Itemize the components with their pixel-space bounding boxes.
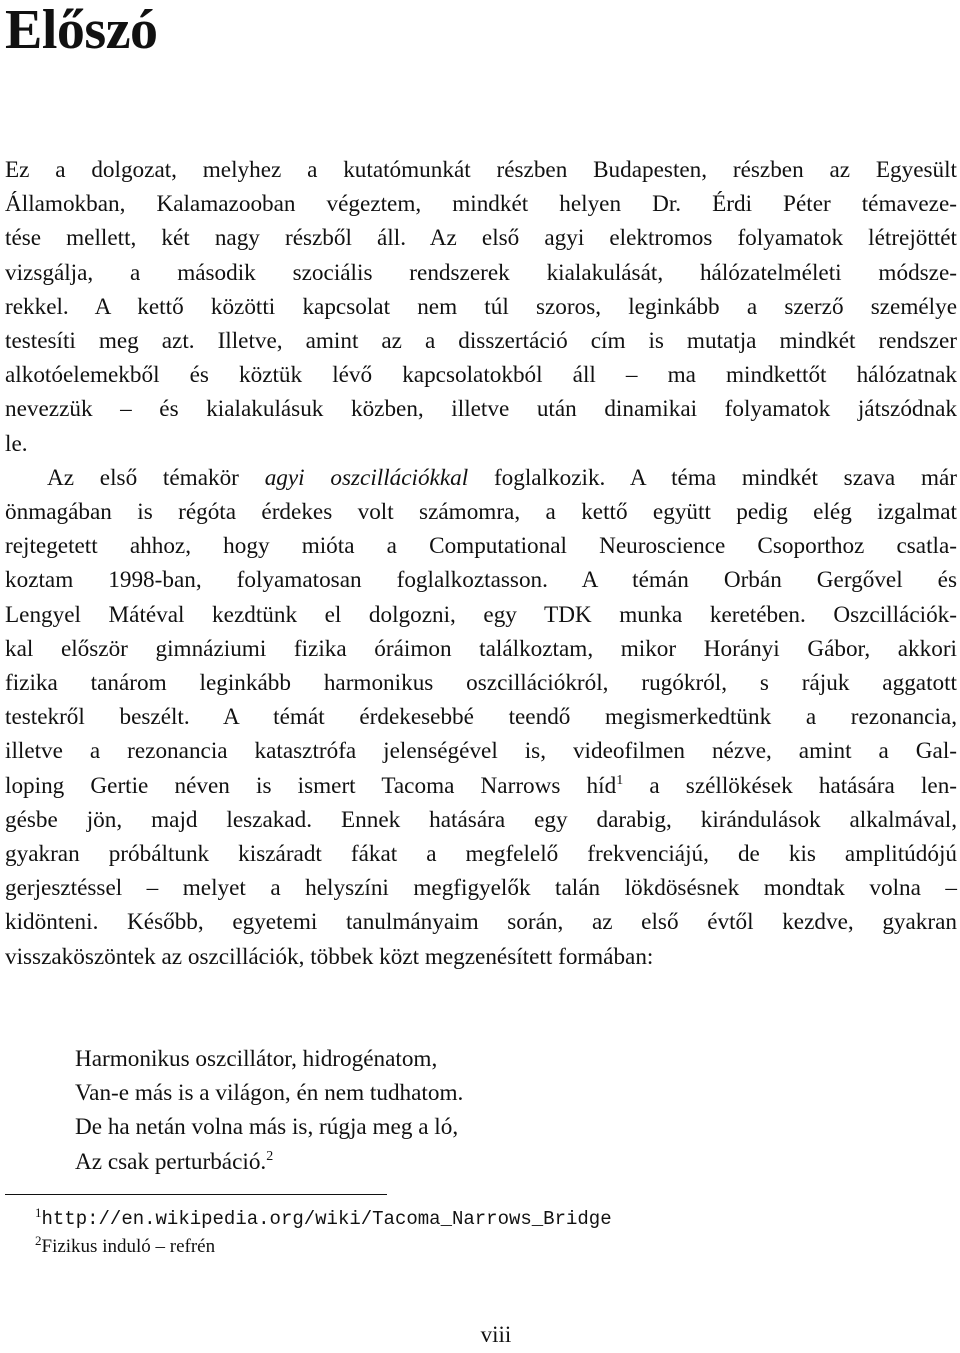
footnote-divider	[5, 1194, 387, 1195]
footnote-1	[35, 1205, 612, 1233]
paragraph-line: Államokban, Kalamazooban végeztem, mindkét helyen Dr. Érdi Péter témaveze-	[5, 191, 957, 218]
verse-line	[75, 1145, 463, 1179]
paragraph-line	[5, 769, 957, 803]
paragraph-line: Ez a dolgozat, melyhez a kutatómunkát részben Budapesten, részben az Egyesült	[5, 157, 957, 183]
paragraph-line: kidönteni. Később, egyetemi tanulmányaim során, az első évtől kezdve, gyakran	[5, 909, 957, 936]
paragraph-line: testekről beszélt. A témát érdekesebbé teendő megismerkedtünk a rezonancia,	[5, 704, 957, 731]
paragraph-line: alkotóelemekből és köztük lévő kapcsolatokból áll – ma mindkettőt hálózatnak	[5, 362, 957, 389]
paragraph-line: tése mellett, két nagy részből áll. Az első agyi elektromos folyamatok létrejöttét	[5, 225, 957, 252]
verse-line: Harmonikus oszcillátor, hidrogénatom,	[75, 1046, 438, 1072]
paragraph-line: vizsgálja, a második szociális rendszerek kialakulását, hálózatelméleti módsze-	[5, 259, 957, 286]
footnote-text: Fizikus induló – refrén	[41, 1236, 216, 1257]
page-number: viii	[480, 1322, 512, 1347]
paragraph-line: fizika tanárom leginkább harmonikus oszcillációkról, rugókról, s rájuk aggatott	[5, 670, 957, 697]
paragraph-line: Lengyel Mátéval kezdtünk el dolgozni, egy TDK munka keretében. Oszcillációk-	[5, 601, 957, 628]
footnote-2	[35, 1233, 612, 1261]
footnote-number: 1	[35, 1205, 42, 1220]
verse-line: Van-e más is a világon, én nem tudhatom.	[75, 1080, 464, 1107]
quoted-verse	[75, 1042, 463, 1179]
preface-body	[5, 153, 957, 974]
paragraph-line: le.	[5, 430, 28, 457]
paragraph-line: gésbe jön, majd leszakad. Ennek hatására egy darabig, kirándulások alkalmával,	[5, 806, 957, 833]
paragraph-line: nevezzük – és kialakulásuk közben, illetve után dinamikai folyamatok játszódnak	[5, 396, 957, 423]
footnote-number: 2	[35, 1233, 42, 1248]
paragraph-line: gerjesztéssel – melyet a helyszíni megfigyelők talán lökdösésnek mondtak volna –	[5, 875, 957, 902]
text-run: loping Gertie néven is ismert Tacoma Narrows híd	[5, 772, 617, 799]
paragraph-line: testesíti meg azt. Illetve, amint az a disszertáció cím is mutatja mindkét rendszer	[5, 328, 957, 355]
text-run: Az első témakör	[47, 464, 265, 491]
paragraph-line: önmagában is régóta érdekes volt számomra, a kettő együtt pedig elég izgalmat	[5, 499, 957, 526]
chapter-title: Előszó	[5, 0, 158, 61]
footnotes	[35, 1205, 612, 1261]
verse-line: De ha netán volna más is, rúgja meg a ló,	[75, 1114, 459, 1141]
paragraph-line: illetve a rezonancia katasztrófa jelenségével is, videofilmen nézve, amint a Gal-	[5, 738, 957, 765]
paragraph-line: rekkel. A kettő közötti kapcsolat nem túl szoros, leginkább a szerző személye	[5, 293, 957, 320]
paragraph-line: visszaköszöntek az oszcillációk, többek közt megzenésített formában:	[5, 943, 654, 970]
text-run: Az csak perturbáció.	[75, 1148, 267, 1175]
footnote-marker-1[interactable]: 1	[616, 772, 624, 788]
text-run: foglalkozik. A téma mindkét szava már	[468, 464, 957, 491]
text-run: a széllökések hatására len-	[623, 772, 958, 799]
paragraph-line	[5, 461, 957, 495]
paragraph-line: rejtegetett ahhoz, hogy mióta a Computational Neuroscience Csoporthoz csatla-	[5, 533, 957, 560]
footnote-url-link[interactable]: http://en.wikipedia.org/wiki/Tacoma_Narrows_Bridge	[41, 1208, 612, 1230]
footnote-marker-2[interactable]: 2	[266, 1148, 274, 1164]
italic-term: agyi oszcillációkkal	[264, 464, 469, 491]
paragraph-line: koztam 1998-ban, folyamatosan foglalkoztasson. A témán Orbán Gergővel és	[5, 567, 957, 594]
paragraph-line: kal először gimnáziumi fizika óráimon találkoztam, mikor Horányi Gábor, akkori	[5, 635, 957, 662]
paragraph-line: gyakran próbáltunk kiszáradt fákat a megfelelő frekvenciájú, de kis amplitúdójú	[5, 841, 957, 868]
